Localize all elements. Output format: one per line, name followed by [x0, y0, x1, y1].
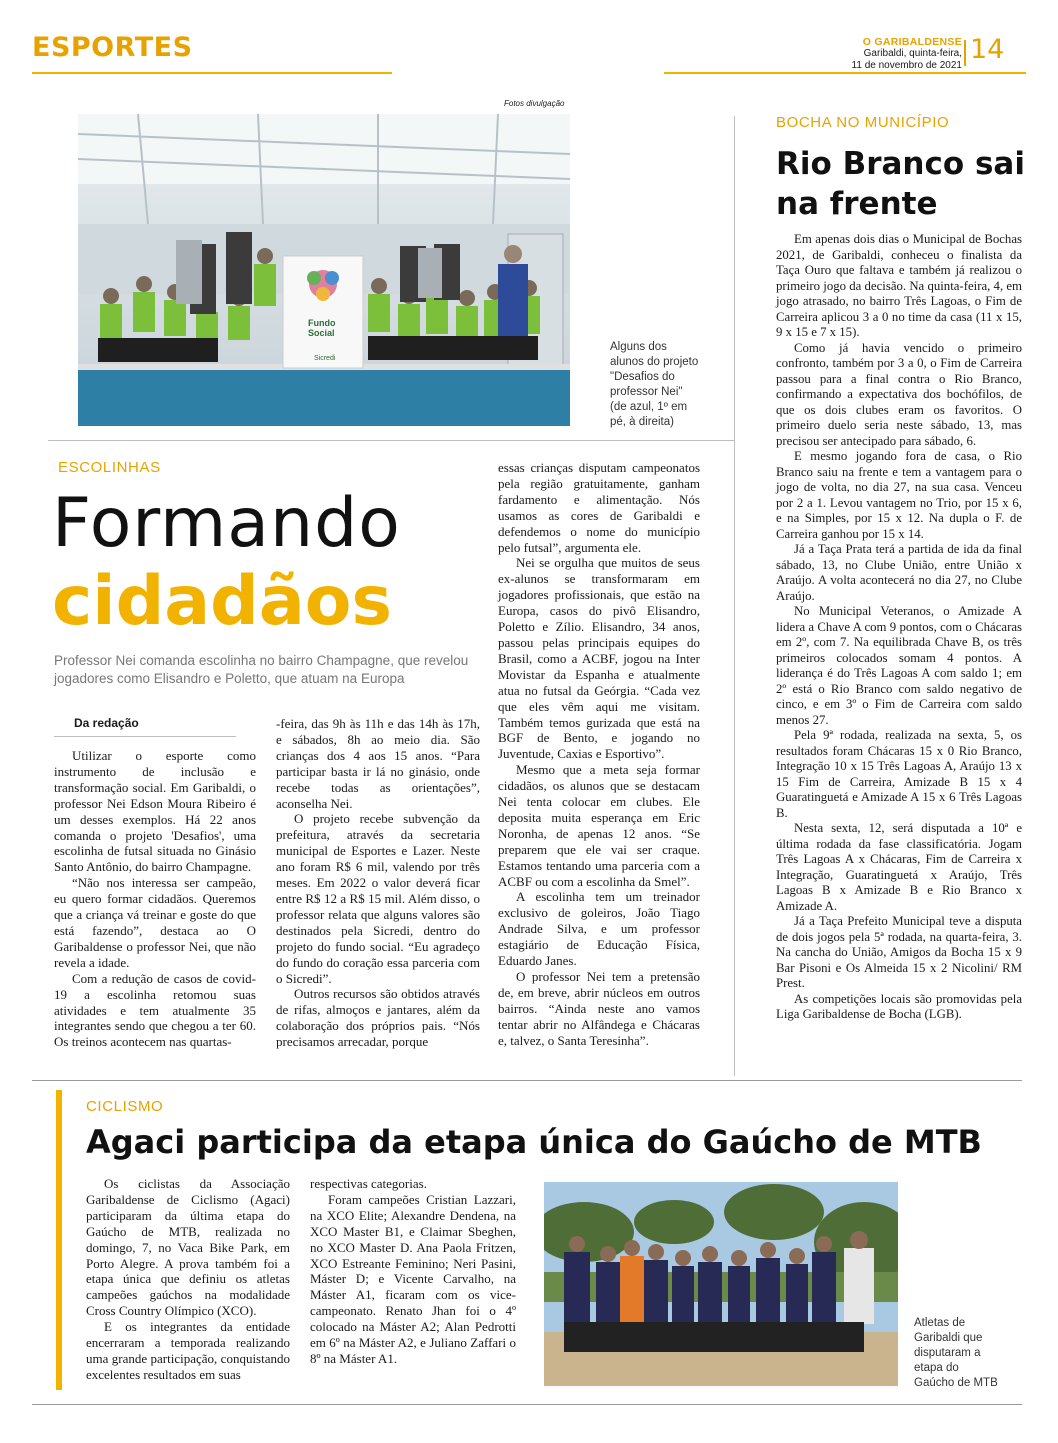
team-photo-illustration	[78, 114, 570, 426]
paragraph: Nesta sexta, 12, será disputada a 10ª e última rodada da fase classificatória. Jogam Três Lagoas A x Chácaras, Fim de Carreira x Integração, Guaratinguetá x Araújo, Três Lagoas B x Amizade B e Rio Branco x Amizade A.	[776, 821, 1022, 913]
paragraph: No Municipal Veteranos, o Amizade A lidera a Chave A com 9 pontos, com o Chácaras em 2º, com 7. Na equilibrada Chave B, os três primeiros colocados somam 4 pontos. A liderança é do Três Lagoas A com saldo 1; em 2º está o Rio Branco com saldo negativo de cinco, e em 3º o Fim de Carreira com saldo menos 27.	[776, 604, 1022, 727]
photo-divider	[48, 440, 734, 441]
paragraph: Utilizar o esporte como instrumento de inclusão e transformação social. Em Garibaldi, o professor Nei Edson Moura Ribeiro é um desses exemplos. Há 22 anos comanda o projeto 'Desafios', uma escolinha de futsal situada no Ginásio Santo Antônio, do bairro Champagne.	[54, 748, 256, 875]
paragraph: Com a redução de casos de covid-19 a escolinha retomou suas atividades e tem atualmente 35 integrantes sendo que chegou a ter 60. Os treinos acontecem nas quartas-	[54, 970, 256, 1050]
photo-sign-line1: Fundo	[308, 318, 336, 328]
photo-credit: Fotos divulgação	[504, 99, 565, 108]
escolinhas-headline-2: cidadãos	[52, 562, 392, 641]
paragraph: A escolinha tem um treinador exclusivo de goleiros, João Tiago Andrade Silva, e um professor estagiário de Educação Física, Eduardo Janes.	[498, 889, 700, 969]
page-number: 14	[970, 34, 1005, 65]
ciclismo-headline: Agaci participa da etapa única do Gaúcho de MTB	[86, 1123, 982, 1161]
photo-sign-line2: Social	[308, 328, 335, 338]
paragraph: -feira, das 9h às 11h e das 14h às 17h, e sábados, 8h ao meio dia. São crianças dos 4 aos 15 anos. “Para participar basta ir lá no ginásio, onde recebe todas as orientações”, aconselha Nei.	[276, 716, 480, 811]
dateline-2: 11 de novembro de 2021	[851, 60, 962, 71]
page-number-divider	[964, 40, 966, 66]
masthead	[852, 36, 962, 72]
escolinhas-column-2	[276, 716, 480, 1050]
ciclismo-accent-bar	[56, 1090, 62, 1390]
paragraph: Em apenas dois dias o Municipal de Bochas 2021, de Garibaldi, conheceu o finalista da Taça Ouro que faltava e também já realizou o primeiro jogo da decisão. Na quinta-feira, 4, em jogo atrasado, no bairro Três Lagoas, o Fim de Carreira aplicou 3 a 0 no time da casa (11 x 15, 9 x 15 e 7 x 15).	[776, 232, 1022, 339]
ciclismo-column-2	[310, 1176, 516, 1367]
bocha-headline-2: na frente	[776, 186, 938, 222]
ciclismo-top-rule	[32, 1080, 1022, 1081]
cyclists-photo-caption: Atletas de Garibaldi que disputaram a etapa do Gaúcho de MTB	[914, 1317, 998, 1389]
section-title: ESPORTES	[32, 32, 193, 63]
paragraph: Os ciclistas da Associação Garibaldense de Ciclismo (Agaci) participaram da última etapa do Gaúcho de MTB, realizada no domingo, 7, no Vaca Bike Park, em Porto Alegre. A prova também foi a etapa única que definiu os atletas campeões gaúchos na modalidade Cross Country Olímpico (XCO).	[86, 1176, 290, 1319]
escolinhas-kicker: ESCOLINHAS	[58, 459, 161, 476]
paragraph: Nei se orgulha que muitos de seus ex-alunos se transformaram em jogadores profissionais, que estão na Europa, casos do pivô Elisandro, Poletto e Zílio. Elisandro, 34 anos, passou pelas principais equipes do Brasil, como a ACBF, jogou na Inter Movistar da Espanha e atualmente atua no futsal da Geórgia. “Cada vez que eles vêm aqui me visitam. Também temos gurizada que está na BGF de Bento, e jogando no Juventude, Caxias e Esportivo”.	[498, 555, 700, 762]
page-bottom-rule	[32, 1404, 1022, 1405]
paragraph: Foram campeões Cristian Lazzari, na XCO Elite; Alexandre Dendena, na XCO Master B1, e Claimar Sbeghen, no XCO Master D. Ana Paola Fritzen, XCO Estreante Feminino; Neri Pasini, Máster D; e Vicente Carvalho, na Máster A1, ficaram com os vice-campeonato. Renato Jhan foi o 4º colocado na Máster A2; Alan Pedrotti em 6º na Máster A2, e Juliano Zaffari o 8º na Máster A1.	[310, 1191, 516, 1366]
byline: Da redação	[74, 716, 139, 730]
paragraph: Outros recursos são obtidos através de rifas, almoços e jantares, além da colaboração dos próprios pais. “Nós precisamos arrecadar, porque	[276, 986, 480, 1050]
paragraph: O projeto recebe subvenção da prefeitura, através da secretaria municipal de Esportes e Lazer. Neste ano foram R$ 6 mil, valendo por três meses. Em 2022 o valor deverá ficar entre R$ 12 a R$ 15 mil. Além disso, o professor relata que alguns valores são destinados pela Sicredi, dentro do projeto do fundo social. “Eu agradeço do fundo do coração essa parceria com o Sicredi”.	[276, 811, 480, 986]
escolinhas-headline-1: Formando	[52, 484, 401, 563]
bocha-kicker: BOCHA NO MUNICÍPIO	[776, 114, 950, 131]
paragraph: Já a Taça Prefeito Municipal teve a disputa de dois jogos pela 5ª rodada, na quarta-feira, 3. Na cancha do União, Amigos da Bocha 15 x 9 Bar Pisoni e Os Almeida 15 x 2 Nicolini/ RM Prest.	[776, 914, 1022, 990]
team-photo-caption: Alguns dos alunos do projeto "Desafios do professor Nei" (de azul, 1º em pé, à direita)	[610, 341, 699, 428]
paragraph: O professor Nei tem a pretensão de, em breve, abrir núcleos em outros bairros. “Ainda neste ano vamos tentar abrir no Alfândega e Chácaras e, talvez, o Santa Teresinha”.	[498, 969, 700, 1048]
paragraph: E os integrantes da entidade encerraram a temporada realizando uma grande participação, conquistando excelentes resultados em suas	[86, 1319, 290, 1382]
bocha-column	[776, 232, 1022, 1023]
escolinhas-column-3	[498, 460, 700, 1049]
column-divider-right	[734, 116, 735, 1076]
paragraph: essas crianças disputam campeonatos pela região gratuitamente, ganham fardamento e alimentação. Nós usamos as cores de Garibaldi e defendemos o nome do município pelo futsal”, argumenta ele.	[498, 460, 700, 555]
escolinhas-column-1	[54, 748, 256, 1050]
paragraph: Mesmo que a meta seja formar cidadãos, os alunos que se destacam Nei tenta colocar em clubes. Ele deposita muita esperança em Eric Noronha, de apenas 12 anos. “Se preparem que ele vai ser craque. Estamos tentando uma parceria com a ACBF ou com a escolinha da Smel”.	[498, 762, 700, 889]
paragraph: Pela 9ª rodada, realizada na sexta, 5, os resultados foram Chácaras 15 x 0 Rio Branco, Integração 10 x 15 Três Lagoas A, Araújo 13 x 15 Fim de Carreira, Amizade B 15 x 4 Guaratinguetá e Amizade A 15 x 6 Três Lagoas B.	[776, 728, 1022, 820]
bocha-headline-1: Rio Branco sai	[776, 146, 1025, 182]
team-photo	[78, 114, 570, 426]
paper-name: O GARIBALDENSE	[862, 36, 962, 48]
ciclismo-column-1	[86, 1176, 290, 1383]
ciclismo-kicker: CICLISMO	[86, 1098, 164, 1115]
cyclists-photo-illustration	[544, 1182, 898, 1386]
dateline-1: Garibaldi, quinta-feira,	[863, 48, 962, 59]
header-rule-left	[32, 72, 392, 74]
paragraph: Como já havia vencido o primeiro confronto, também por 3 a 0, o Fim de Carreira passou para a final contra o Rio Branco, confirmando a expectativa dos bochófilos, de que os dois clubes eram os favoritos. O primeiro duelo seria neste sábado, 13, mas precisou ser antecipado para sábado, 6.	[776, 340, 1022, 448]
header-rule-right	[664, 72, 1026, 74]
escolinhas-subhead: Professor Nei comanda escolinha no bairro Champagne, que revelou jogadores como Elisandro e Poletto, que atuam na Europa	[54, 653, 469, 686]
paragraph: respectivas categorias.	[310, 1176, 427, 1191]
paragraph: Já a Taça Prata terá a partida de ida da final sábado, 13, no Clube União, entre União x Araújo. A volta acontecerá no dia 27, no Clube Araújo.	[776, 542, 1022, 603]
byline-rule	[54, 736, 236, 737]
paragraph: As competições locais são promovidas pela Liga Garibaldense de Bocha (LGB).	[776, 991, 1022, 1021]
cyclists-photo	[544, 1182, 898, 1386]
photo-sign-brand: Sicredi	[314, 355, 336, 362]
paragraph: “Não nos interessa ser campeão, eu quero formar cidadãos. Queremos que a criança vá treinar e goste do que está fazendo”, destaca ao O Garibaldense o professor Nei, que não revela a idade.	[54, 875, 256, 970]
paragraph: E mesmo jogando fora de casa, o Rio Branco saiu na frente e tem a vantagem para o jogo de volta, no dia 27, na sua casa. Venceu por 2 a 1. Levou vantagem no Trio, por 15 x 6, e na Simples, por 15 x 12. Na dupla o F. de Carreira ganhou por 15 x 14.	[776, 449, 1022, 541]
